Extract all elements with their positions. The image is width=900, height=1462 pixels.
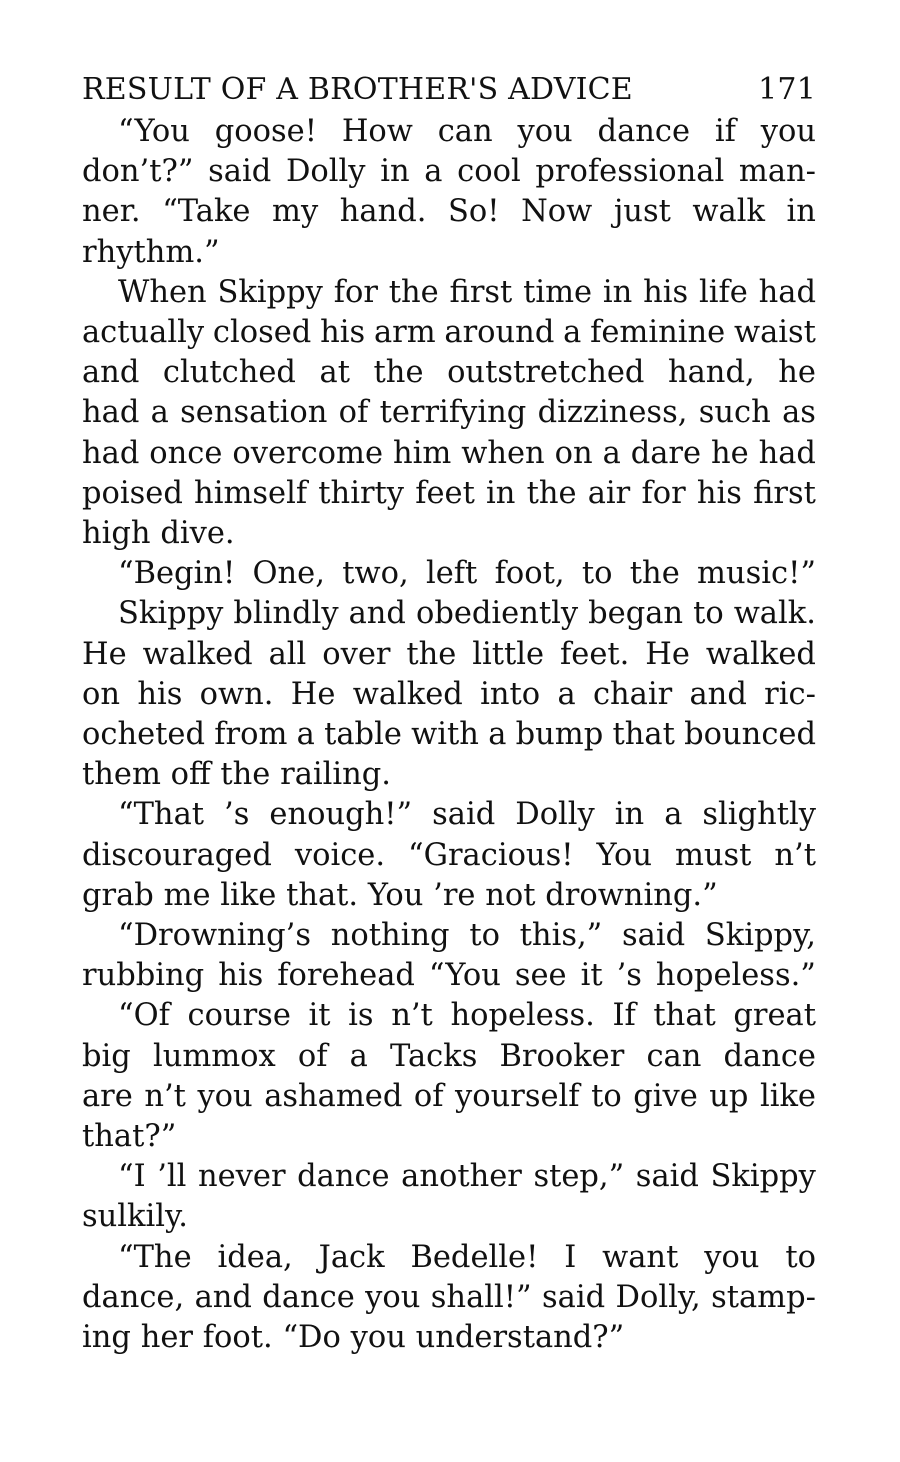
word: great: [733, 998, 816, 1034]
text-line: [82, 795, 816, 835]
word: walked: [352, 676, 463, 712]
word: If: [612, 998, 636, 1034]
word: ’re: [433, 877, 476, 913]
word: over: [322, 636, 391, 672]
word: never: [197, 1159, 286, 1195]
word: you: [517, 114, 573, 149]
word: and: [348, 596, 406, 632]
word: walked: [142, 636, 253, 672]
word: a: [557, 676, 576, 712]
word: had: [758, 274, 816, 310]
word: ing: [82, 1320, 131, 1356]
word: discouraged: [82, 837, 272, 873]
word: first: [449, 274, 513, 310]
word: dance: [297, 1159, 390, 1195]
word: that?”: [82, 1119, 177, 1155]
text-line: [82, 393, 816, 433]
word: blindly: [233, 596, 339, 632]
word: not: [485, 877, 536, 913]
word: a: [296, 717, 315, 753]
word: “I: [118, 1159, 146, 1195]
word: overcome: [232, 435, 384, 471]
word: you: [704, 1239, 760, 1275]
text-line: [82, 836, 816, 876]
word: clutched: [162, 355, 296, 391]
word: sulkily.: [82, 1199, 188, 1235]
word: I: [564, 1239, 577, 1275]
word: the: [526, 475, 577, 511]
word: said: [622, 918, 686, 954]
word: his: [218, 958, 264, 994]
word: yourself: [455, 1078, 580, 1114]
word: two,: [342, 556, 409, 592]
word: dance: [597, 114, 691, 149]
word: her: [140, 1320, 193, 1356]
word: music!”: [697, 556, 816, 592]
word: a: [150, 395, 169, 431]
text-line: [82, 1318, 816, 1358]
word: “Do: [282, 1320, 341, 1356]
word: n’t: [774, 837, 816, 873]
word: such: [698, 395, 771, 431]
text-line: [82, 192, 816, 232]
word: when: [461, 435, 545, 471]
word: Jack: [318, 1239, 385, 1275]
word: understand?”: [415, 1320, 625, 1356]
word: another: [401, 1159, 522, 1195]
word: When: [118, 274, 207, 310]
text-line: [82, 916, 816, 956]
word: like: [220, 877, 277, 913]
word: Brooker: [499, 1038, 625, 1074]
word: table: [324, 717, 402, 753]
word: goose!: [214, 114, 317, 149]
word: left: [425, 556, 478, 592]
word: Dolly: [515, 797, 595, 833]
word: don’t?”: [82, 154, 194, 190]
text-line: [82, 1278, 816, 1318]
word: professional: [535, 154, 725, 190]
word: little: [472, 636, 545, 672]
word: it: [580, 958, 603, 994]
word: first: [753, 475, 816, 511]
word: Now: [521, 194, 593, 230]
word: must: [674, 837, 752, 873]
word: him: [392, 435, 452, 471]
word: around: [444, 315, 555, 351]
text-line: [82, 1157, 816, 1197]
word: this,”: [519, 918, 603, 954]
word: voice.: [294, 837, 386, 873]
word: you: [350, 1320, 406, 1356]
text-line: [82, 1197, 816, 1237]
word: bounced: [684, 717, 816, 753]
word: dive.: [160, 516, 235, 552]
word: dance: [262, 1279, 355, 1315]
word: Dolly: [285, 154, 366, 190]
word: walk: [692, 194, 765, 230]
word: “Begin!: [118, 556, 236, 592]
text-line: [82, 594, 816, 634]
word: up: [709, 1078, 749, 1114]
text-line: [82, 434, 816, 474]
word: in: [380, 154, 410, 190]
word: foot,: [494, 556, 565, 592]
word: Skippy: [217, 274, 323, 310]
word: stamp-: [711, 1279, 816, 1315]
word: as: [782, 395, 816, 431]
word: He: [645, 636, 690, 672]
word: the: [220, 757, 271, 793]
word: that.: [286, 877, 359, 913]
word: the: [406, 636, 457, 672]
word: ner.: [82, 194, 141, 230]
word: a: [349, 1038, 368, 1074]
word: bump: [515, 717, 604, 753]
book-page: [82, 70, 816, 1358]
word: air: [587, 475, 631, 511]
word: said: [208, 154, 272, 190]
word: said: [635, 1159, 699, 1195]
text-line: [82, 474, 816, 514]
word: a: [664, 797, 683, 833]
text-line: [82, 755, 816, 795]
text-line: [82, 1238, 816, 1278]
word: idea,: [217, 1239, 293, 1275]
word: dare: [630, 435, 702, 471]
word: “You: [428, 958, 501, 994]
text-line: [82, 996, 816, 1036]
text-line: [82, 313, 816, 353]
word: sensation: [180, 395, 328, 431]
word: n’t: [144, 1078, 186, 1114]
word: his: [643, 274, 689, 310]
word: He: [290, 676, 336, 712]
word: that: [612, 717, 675, 753]
word: had: [82, 395, 140, 431]
word: he: [778, 355, 816, 391]
word: all: [268, 636, 307, 672]
word: forehead: [277, 958, 415, 994]
word: ’s: [616, 958, 642, 994]
word: “Of: [118, 998, 170, 1034]
word: ’s: [224, 797, 250, 833]
word: shall!”: [430, 1279, 532, 1315]
text-line: [82, 956, 816, 996]
word: dizziness,: [537, 395, 688, 431]
word: rhythm.”: [82, 234, 220, 270]
word: foot.: [202, 1320, 273, 1356]
word: his: [320, 315, 366, 351]
word: step,”: [533, 1159, 625, 1195]
word: in: [602, 274, 633, 310]
word: lummox: [152, 1038, 276, 1074]
text-line: [82, 1037, 816, 1077]
word: obediently: [415, 596, 579, 632]
word: me: [163, 877, 211, 913]
word: you: [197, 1078, 253, 1114]
word: hopeless.: [450, 998, 595, 1034]
running-head-title: RESULT OF A BROTHER'S ADVICE: [82, 72, 633, 107]
text-line: [82, 675, 816, 715]
word: that: [653, 998, 716, 1034]
word: actually: [82, 315, 205, 351]
text-line: [82, 1077, 816, 1117]
word: man-: [738, 154, 816, 190]
word: dance: [723, 1038, 816, 1074]
word: outstretched: [447, 355, 645, 391]
word: just: [613, 194, 671, 230]
word: dance,: [82, 1279, 185, 1315]
word: give: [633, 1078, 698, 1114]
word: can: [437, 114, 493, 149]
text-line: [82, 635, 816, 675]
word: feminine: [590, 315, 726, 351]
word: himself: [194, 475, 308, 511]
text-line: [82, 233, 816, 273]
word: Skippy,: [704, 918, 816, 954]
text-line: [82, 876, 816, 916]
word: grab: [82, 877, 154, 913]
word: a: [424, 154, 443, 190]
word: had: [82, 435, 140, 471]
word: “That: [118, 797, 205, 833]
word: had: [758, 435, 816, 471]
word: of: [297, 1038, 328, 1074]
word: own.: [199, 676, 274, 712]
word: closed: [212, 315, 312, 351]
word: You: [596, 837, 652, 873]
word: time: [523, 274, 593, 310]
word: can: [646, 1038, 702, 1074]
word: railing.: [280, 757, 391, 793]
word: into: [480, 676, 541, 712]
word: off: [170, 757, 211, 793]
word: want: [602, 1239, 679, 1275]
word: for: [641, 475, 686, 511]
word: Skippy: [118, 596, 224, 632]
word: my: [272, 194, 319, 230]
word: thirty: [318, 475, 405, 511]
text-line: [82, 353, 816, 393]
word: walked: [705, 636, 816, 672]
word: said: [542, 1279, 606, 1315]
word: course: [187, 998, 291, 1034]
word: slightly: [702, 797, 816, 833]
word: the: [373, 355, 424, 391]
word: rubbing: [82, 958, 205, 994]
word: high: [82, 516, 151, 552]
word: “Take: [162, 194, 251, 230]
word: big: [82, 1038, 131, 1074]
word: terrifying: [379, 395, 527, 431]
word: How: [341, 114, 413, 149]
word: and: [82, 355, 140, 391]
word: poised: [82, 475, 183, 511]
word: to: [785, 1239, 816, 1275]
body-text: [82, 112, 816, 1358]
word: cool: [457, 154, 521, 190]
word: began: [588, 596, 684, 632]
word: nothing: [330, 918, 450, 954]
word: n’t: [391, 998, 433, 1034]
text-line: [82, 273, 816, 313]
word: a: [488, 717, 507, 753]
word: feet: [415, 475, 475, 511]
text-line: [82, 1117, 816, 1157]
word: You: [367, 877, 424, 913]
word: for: [333, 274, 378, 310]
word: drowning.”: [545, 877, 718, 913]
word: “The: [118, 1239, 192, 1275]
word: are: [82, 1078, 133, 1114]
word: “Gracious!: [408, 837, 574, 873]
word: with: [411, 717, 479, 753]
word: is: [348, 998, 374, 1034]
word: Tacks: [389, 1038, 478, 1074]
page-number: 171: [758, 72, 816, 107]
word: his: [696, 475, 742, 511]
word: to: [581, 556, 613, 592]
word: his: [137, 676, 183, 712]
word: to: [469, 918, 500, 954]
text-line: [82, 554, 816, 594]
word: ric-: [764, 676, 816, 712]
word: it: [308, 998, 331, 1034]
word: and: [194, 1279, 252, 1315]
word: of: [413, 1078, 444, 1114]
word: in: [786, 194, 816, 230]
word: ashamed: [264, 1078, 403, 1114]
word: So!: [448, 194, 500, 230]
word: from: [214, 717, 288, 753]
word: hand,: [667, 355, 755, 391]
word: on: [554, 435, 593, 471]
word: like: [759, 1078, 816, 1114]
word: ocheted: [82, 717, 205, 753]
word: One,: [252, 556, 325, 592]
word: Bedelle!: [410, 1239, 539, 1275]
word: if: [714, 114, 736, 149]
word: life: [698, 274, 748, 310]
word: the: [388, 274, 439, 310]
word: hopeless.”: [655, 958, 816, 994]
word: in: [486, 475, 516, 511]
word: on: [82, 676, 121, 712]
word: He: [82, 636, 127, 672]
word: and: [689, 676, 747, 712]
word: ’ll: [157, 1159, 187, 1195]
word: he: [710, 435, 749, 471]
word: waist: [733, 315, 816, 351]
word: see: [514, 958, 567, 994]
text-line: [82, 514, 816, 554]
text-line: [82, 152, 816, 192]
word: of: [338, 395, 369, 431]
word: arm: [373, 315, 436, 351]
word: to: [591, 1078, 622, 1114]
word: walk.: [733, 596, 816, 632]
word: hand.: [339, 194, 427, 230]
word: at: [319, 355, 350, 391]
word: the: [629, 556, 680, 592]
word: “You: [118, 114, 190, 149]
word: “Drowning’s: [118, 918, 312, 954]
word: you: [760, 114, 816, 149]
word: a: [602, 435, 621, 471]
word: said: [432, 797, 496, 833]
word: Dolly,: [615, 1279, 701, 1315]
word: once: [149, 435, 223, 471]
word: Skippy: [710, 1159, 816, 1195]
word: in: [614, 797, 645, 833]
running-head: [82, 70, 816, 110]
word: feet.: [560, 636, 630, 672]
text-line: [82, 715, 816, 755]
word: a: [563, 315, 582, 351]
word: to: [693, 596, 724, 632]
word: you: [365, 1279, 421, 1315]
word: enough!”: [269, 797, 413, 833]
text-line: [82, 112, 816, 152]
word: chair: [592, 676, 673, 712]
word: them: [82, 757, 161, 793]
